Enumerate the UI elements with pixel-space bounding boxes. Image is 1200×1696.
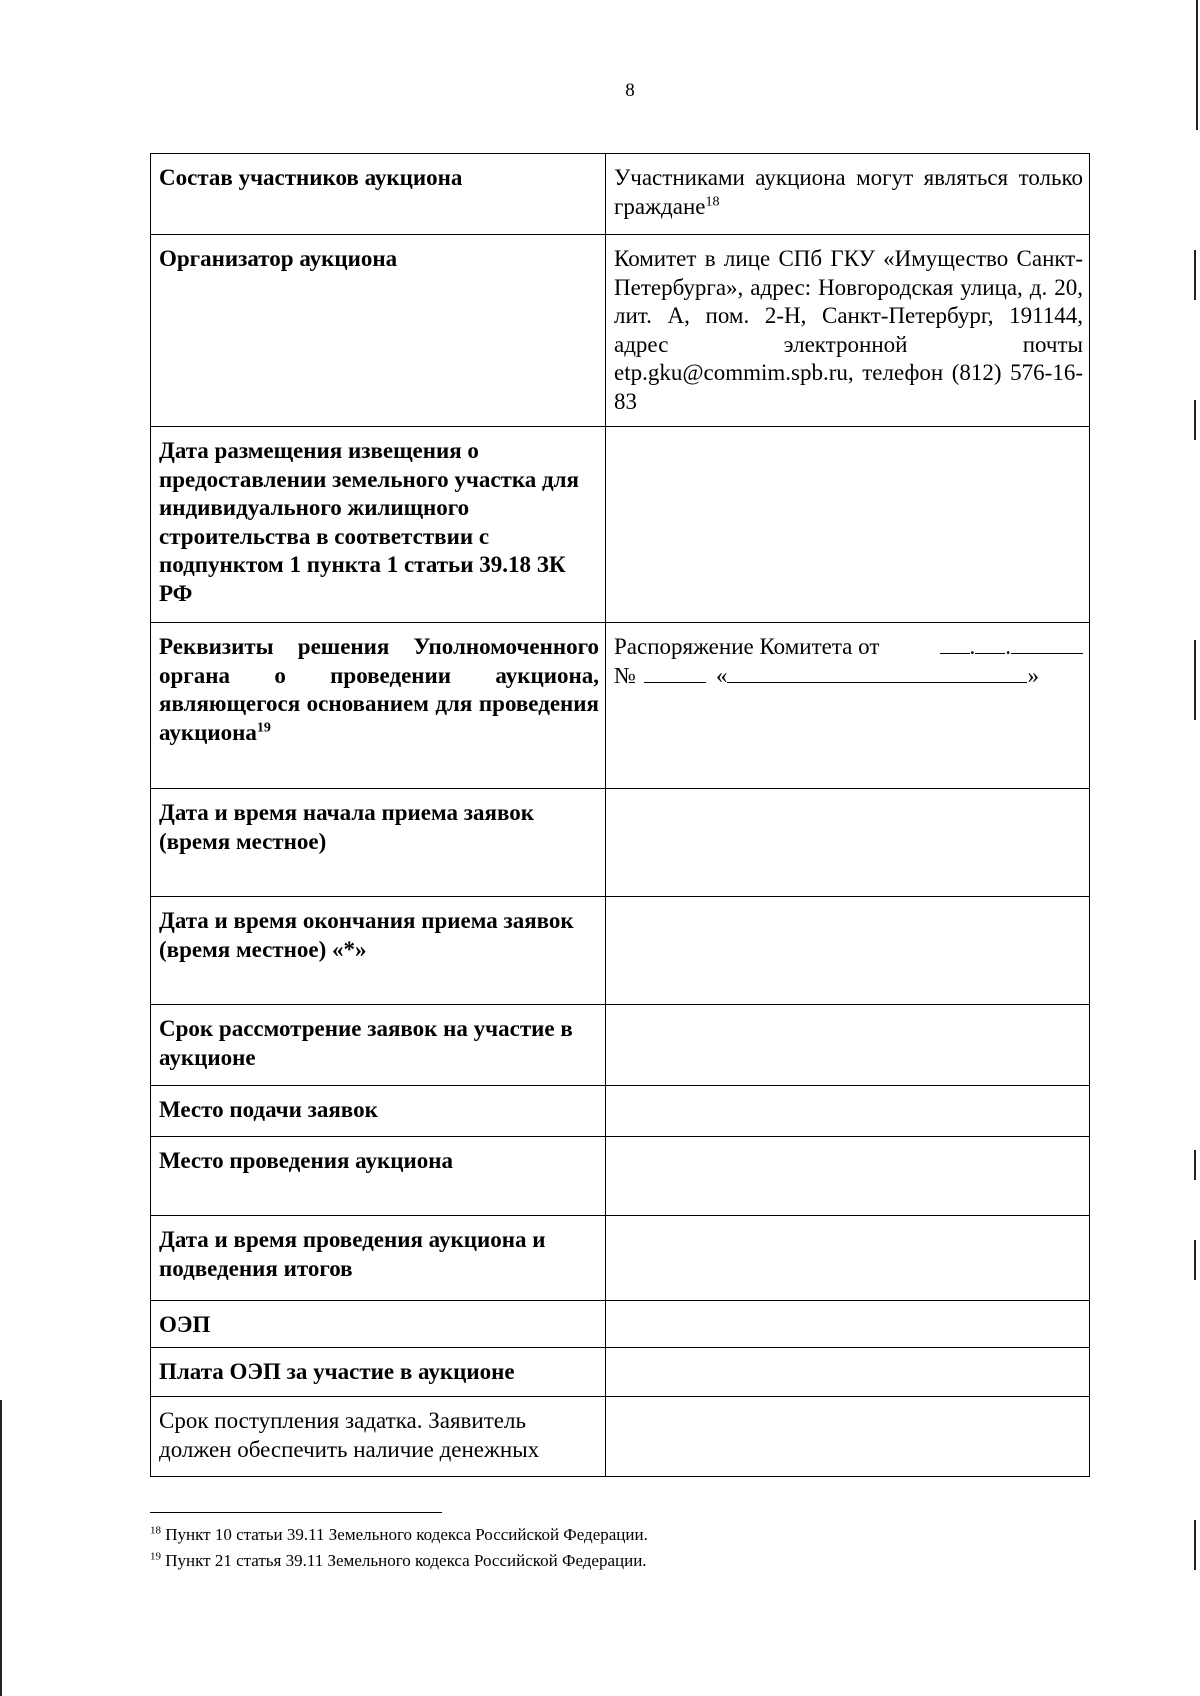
table-row [151,897,1090,1005]
row-label: Дата и время начала приема заявок (время местное) [151,789,606,897]
row-label: Плата ОЭП за участие в аукционе [151,1348,606,1397]
table-row [151,1216,1090,1301]
table-row [151,1348,1090,1397]
decree-number-blank [644,664,706,683]
row-value [606,1005,1090,1086]
decree-label: Распоряжение Комитета от [614,634,880,659]
row-value [606,1086,1090,1137]
row-value: Комитет в лице СПб ГКУ «Имущество Санкт-Петербурга», адрес: Новгородская улица, д. 20, лит. А, пом. 2-Н, Санкт-Петербург, 191144, адрес электронной почты etp.gku@commim.spb.ru, телефон (812) 576-16-83 [606,235,1090,427]
scan-edge-mark [1194,1240,1196,1280]
table-row [151,1137,1090,1216]
footnote-text: Пункт 10 статьи 39.11 Земельного кодекса Российской Федерации. [165,1525,648,1544]
auction-info-table [150,153,1090,1477]
row-value [606,897,1090,1005]
scan-edge-mark [1196,0,1198,130]
footnote-mark: 19 [150,1550,161,1563]
date-separator: . [1005,634,1011,659]
table-row [151,1397,1090,1477]
scan-edge-mark [1194,250,1196,300]
row-label: Реквизиты решения Уполномоченного органа о проведении аукциона, являющегося основанием для проведения аукциона$^{19}$ [151,623,606,789]
row-label: Место проведения аукциона [151,1137,606,1216]
page-number: 8 [625,80,635,101]
row-label: Дата и время проведения аукциона и подведения итогов [151,1216,606,1301]
row-label: Место подачи заявок [151,1086,606,1137]
scan-edge-mark [1194,400,1196,440]
decree-month-blank [975,635,1005,654]
row-label: Срок рассмотрение заявок на участие в аукционе [151,1005,606,1086]
row-label: Дата размещения извещения о предоставлении земельного участка для индивидуального жилищного строительства в соответствии с подпунктом 1 пункта 1 статьи 39.18 ЗК РФ [151,427,606,623]
decree-title-blank [727,664,1027,683]
decree-field [606,623,1090,789]
date-separator: . [969,634,976,659]
row-value [606,1348,1090,1397]
scan-edge-mark [1194,640,1196,720]
footnote [150,1522,648,1548]
table-row [151,623,1090,789]
scan-edge-mark [0,1400,2,1696]
row-value [606,1216,1090,1301]
row-value [606,1137,1090,1216]
decree-year-blank [1011,635,1083,654]
footnote-text: Пункт 21 статья 39.11 Земельного кодекса Российской Федерации. [165,1551,647,1570]
row-label: ОЭП [151,1301,606,1348]
footnote [150,1548,648,1574]
table-row [151,789,1090,897]
scan-edge-mark [1194,1150,1196,1180]
row-value [606,1301,1090,1348]
footnote-divider [150,1512,442,1513]
table-row [151,1086,1090,1137]
table-row [151,1005,1090,1086]
table-row [151,154,1090,235]
footnote-ref: 18 [705,193,720,209]
number-sign: № [614,662,636,688]
row-value: Участниками аукциона могут являться только граждане$^{18}$ [606,154,1090,235]
row-value [606,427,1090,623]
scan-edge-mark [1194,1520,1196,1570]
close-quote: » [1027,662,1039,688]
footnote-mark: 18 [150,1524,161,1537]
decree-day-blank [940,635,970,654]
footnote-ref: 19 [256,719,271,735]
table-row [151,1301,1090,1348]
row-label: Срок поступления задатка. Заявитель должен обеспечить наличие денежных [151,1397,606,1477]
table-row [151,427,1090,623]
row-value [606,1397,1090,1477]
footnotes [150,1522,648,1574]
row-label: Состав участников аукциона [151,154,606,235]
row-label: Организатор аукциона [151,235,606,427]
open-quote: « [715,662,728,688]
table-row [151,235,1090,427]
row-value [606,789,1090,897]
row-label: Дата и время окончания приема заявок (время местное) «*» [151,897,606,1005]
